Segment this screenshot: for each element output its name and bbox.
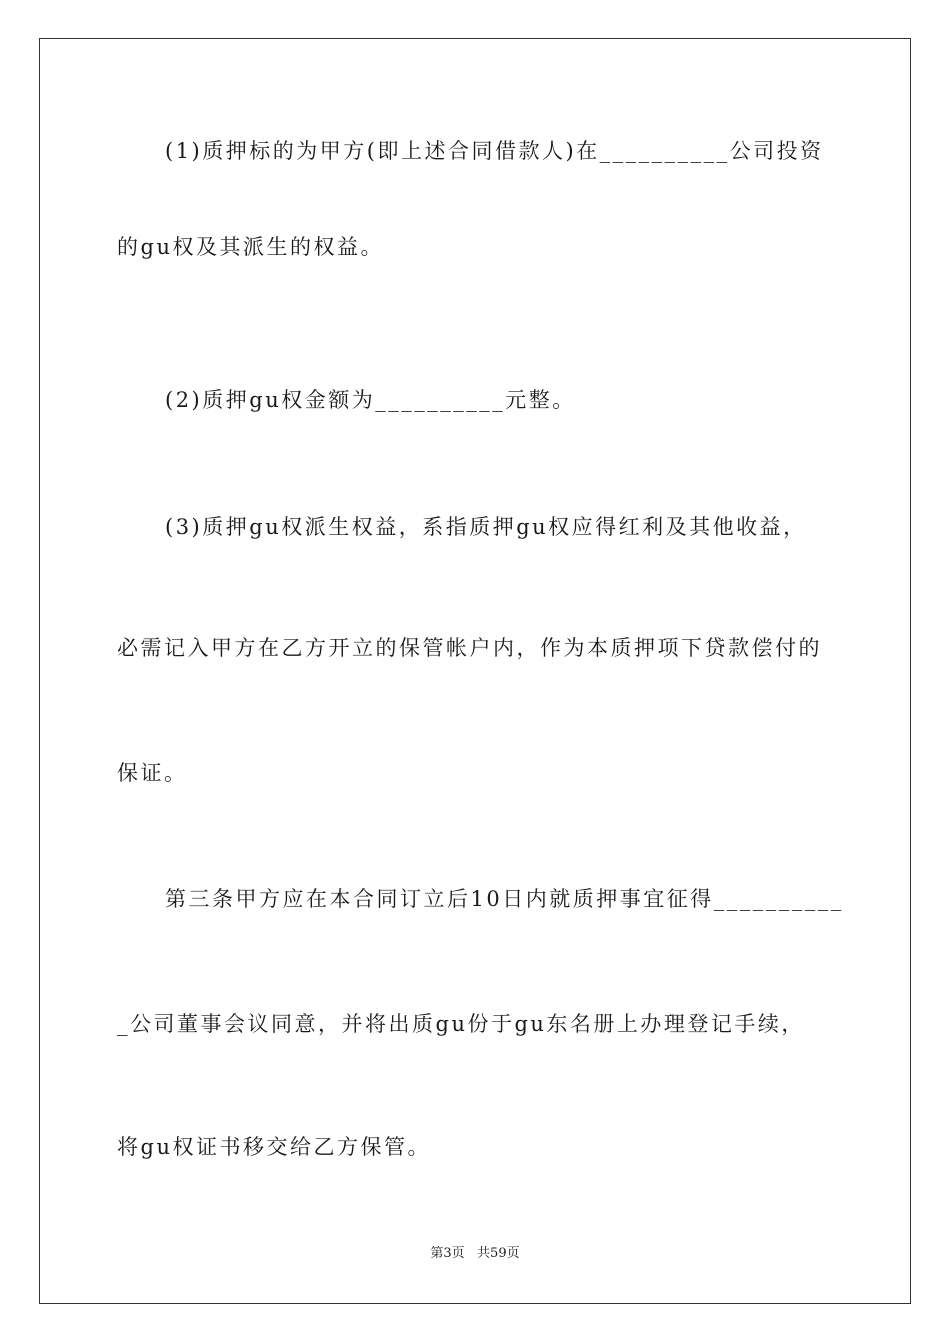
page-border (39, 38, 911, 1304)
paragraph-line: 的gu权及其派生的权益。 (117, 235, 384, 259)
page-number: 第3页 共59页 (430, 1246, 520, 1261)
paragraph-line: 将gu权证书移交给乙方保管。 (117, 1135, 431, 1159)
paragraph-line: 第三条甲方应在本合同订立后10日内就质押事宜征得__________ (165, 887, 844, 911)
paragraph-line: 保证。 (117, 761, 188, 785)
paragraph-line: (3)质押gu权派生权益，系指质押gu权应得红利及其他收益， (165, 515, 807, 539)
paragraph-line: 必需记入甲方在乙方开立的保管帐户内，作为本质押项下贷款偿付的 (117, 636, 822, 660)
paragraph-line: (1)质押标的为甲方(即上述合同借款人)在__________公司投资 (165, 139, 824, 163)
paragraph-line: _公司董事会议同意，并将出质gu份于gu东名册上办理登记手续， (117, 1012, 805, 1036)
paragraph-line: (2)质押gu权金额为__________元整。 (165, 388, 576, 412)
